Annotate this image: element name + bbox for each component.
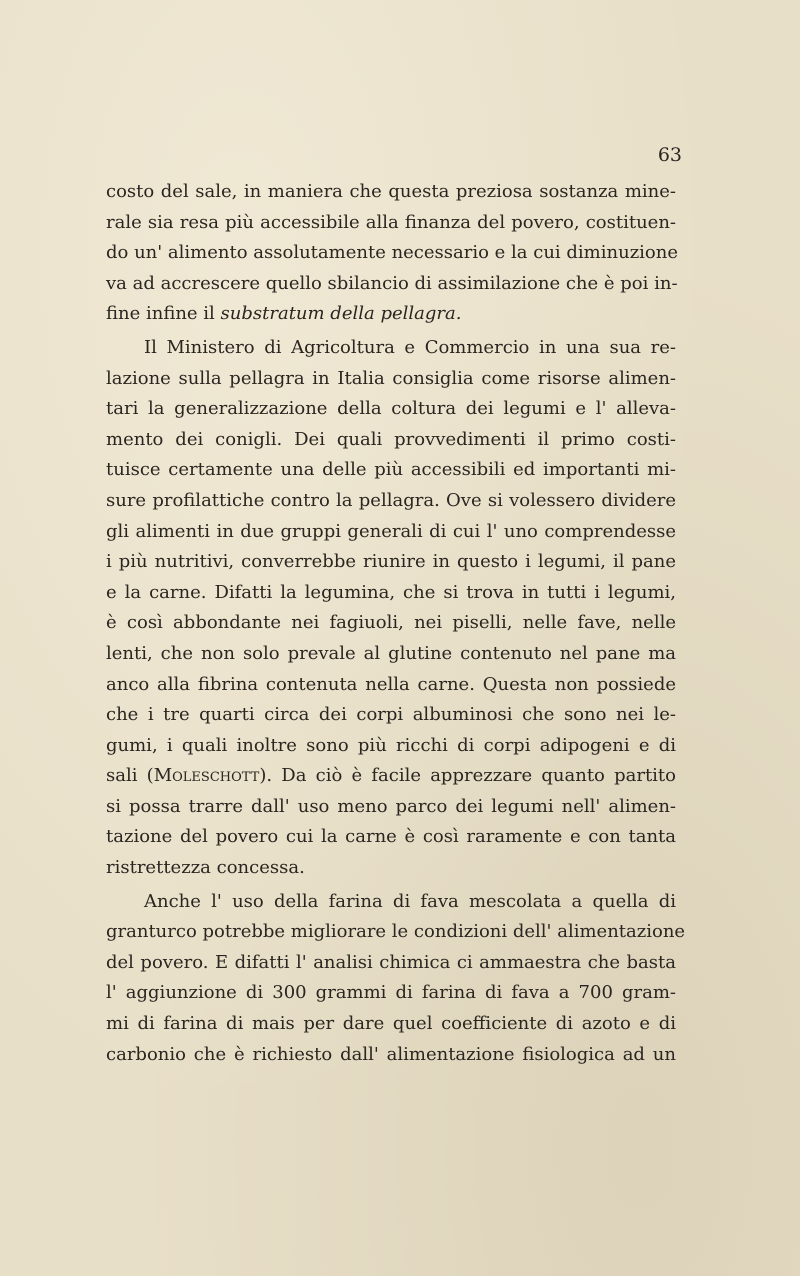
- text-line: rale sia resa più accessibile alla finanza del povero, costituen-: [106, 211, 676, 233]
- text-line: costo del sale, in maniera che questa preziosa sostanza mine-: [106, 181, 676, 202]
- text-fragment: ). Da ciò è facile apprezzare quanto partito: [259, 765, 676, 787]
- text-line: gumi, i quali inoltre sono più ricchi di corpi adipogeni e di: [106, 734, 676, 756]
- text-line: [106, 299, 676, 330]
- text-line: carbonio che è richiesto dall' alimentazione fisiologica ad un: [106, 1043, 676, 1065]
- text-line: si possa trarre dall' uso meno parco dei legumi nell' alimen-: [106, 795, 676, 817]
- text-line: va ad accrescere quello sbilancio di assimilazione che è poi in-: [106, 272, 678, 294]
- text-line: mi di farina di mais per dare quel coefficiente di azoto e di: [106, 1013, 676, 1035]
- text-line: del povero. E difatti l' analisi chimica ci ammaestra che basta: [106, 951, 676, 973]
- text-line: anco alla fibrina contenuta nella carne. Questa non possiede: [106, 673, 676, 695]
- text-line: lazione sulla pellagra in Italia consiglia come risorse alimen-: [106, 367, 676, 389]
- text-line: ristrettezza concessa.: [106, 857, 305, 879]
- text-line: gli alimenti in due gruppi generali di cui l' uno comprendesse: [106, 520, 676, 542]
- text-line: che i tre quarti circa dei corpi albuminosi che sono nei le-: [106, 704, 676, 726]
- paragraph-3: [106, 887, 686, 1071]
- page-number: 63: [657, 144, 682, 166]
- text-line: e la carne. Difatti la legumina, che si trova in tutti i legumi,: [106, 581, 676, 603]
- text-line: do un' alimento assolutamente necessario e la cui diminuzione: [106, 242, 679, 264]
- text-line: tari la generalizzazione della coltura dei legumi e l' alleva-: [106, 398, 676, 420]
- text-line: Anche l' uso della farina di fava mescolata a quella di: [144, 890, 676, 912]
- text-line: granturco potrebbe migliorare le condizioni dell' alimentazione: [106, 921, 686, 943]
- text-line: [106, 761, 676, 792]
- author-name: Moleschott: [153, 765, 260, 787]
- paragraph-2: [106, 333, 676, 884]
- body-text: [106, 177, 686, 1070]
- text-fragment: fine infine il: [106, 303, 221, 325]
- text-line: tazione del povero cui la carne è così raramente e con tanta: [106, 826, 676, 848]
- text-fragment: sali (: [106, 765, 154, 787]
- text-line: mento dei conigli. Dei quali provvedimenti il primo costi-: [106, 428, 676, 450]
- text-line: è così abbondante nei fagiuoli, nei piselli, nelle fave, nelle: [106, 612, 676, 634]
- text-line: i più nutritivi, converrebbe riunire in questo i legumi, il pane: [106, 551, 676, 573]
- text-line: lenti, che non solo prevale al glutine contenuto nel pane ma: [106, 642, 676, 664]
- italic-term: substratum della pellagra.: [220, 303, 462, 325]
- text-line: tuisce certamente una delle più accessibili ed importanti mi-: [106, 459, 676, 481]
- text-line: sure profilattiche contro la pellagra. Ove si volessero dividere: [106, 489, 676, 511]
- paragraph-1: [106, 177, 679, 330]
- text-line: l' aggiunzione di 300 grammi di farina di fava a 700 gram-: [106, 982, 676, 1004]
- text-line: Il Ministero di Agricoltura e Commercio in una sua re-: [144, 336, 676, 358]
